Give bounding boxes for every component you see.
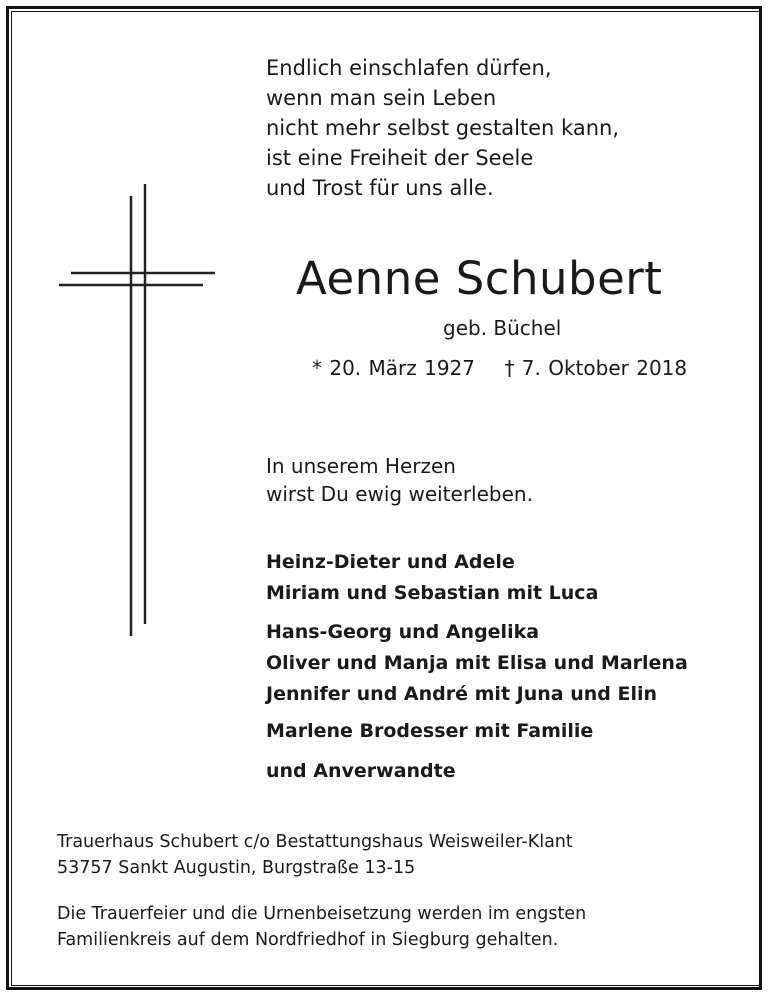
address-line: 53757 Sankt Augustin, Burgstraße 13-15 xyxy=(57,858,416,878)
funeral-notice xyxy=(57,901,586,953)
family-group xyxy=(266,716,593,747)
mourner-line: Hans-Georg und Angelika xyxy=(266,621,540,643)
birth-name: geb. Büchel xyxy=(443,316,562,340)
remembrance-line: wirst Du ewig weiterleben. xyxy=(266,482,533,506)
family-group xyxy=(266,756,456,787)
christian-cross-icon xyxy=(55,180,225,640)
quote-line: ist eine Freiheit der Seele xyxy=(266,146,534,170)
deceased-name: Aenne Schubert xyxy=(296,252,663,305)
mourner-line: und Anverwandte xyxy=(266,760,456,782)
quote-line: und Trost für uns alle. xyxy=(266,176,494,200)
quote-line: Endlich einschlafen dürfen, xyxy=(266,56,552,80)
mourner-line: Oliver und Manja mit Elisa und Marlena xyxy=(266,652,688,674)
address-line: Trauerhaus Schubert c/o Bestattungshaus Weisweiler-Klant xyxy=(57,832,573,852)
quote-line: nicht mehr selbst gestalten kann, xyxy=(266,116,620,140)
remembrance-line: In unserem Herzen xyxy=(266,454,456,478)
mourner-line: Miriam und Sebastian mit Luca xyxy=(266,582,599,604)
opening-quote xyxy=(266,53,619,203)
notice-line: Familienkreis auf dem Nordfriedhof in Siegburg gehalten. xyxy=(57,930,559,950)
quote-line: wenn man sein Leben xyxy=(266,86,497,110)
notice-line: Die Trauerfeier und die Urnenbeisetzung werden im engsten xyxy=(57,904,587,924)
mourner-line: Heinz-Dieter und Adele xyxy=(266,551,515,573)
life-dates: * 20. März 1927 † 7. Oktober 2018 xyxy=(312,356,688,380)
mourning-house-address xyxy=(57,829,573,881)
family-group xyxy=(266,617,688,710)
remembrance-text xyxy=(266,452,533,508)
mourner-line: Jennifer und André mit Juna und Elin xyxy=(266,683,657,705)
family-group xyxy=(266,547,598,609)
mourner-line: Marlene Brodesser mit Familie xyxy=(266,720,594,742)
